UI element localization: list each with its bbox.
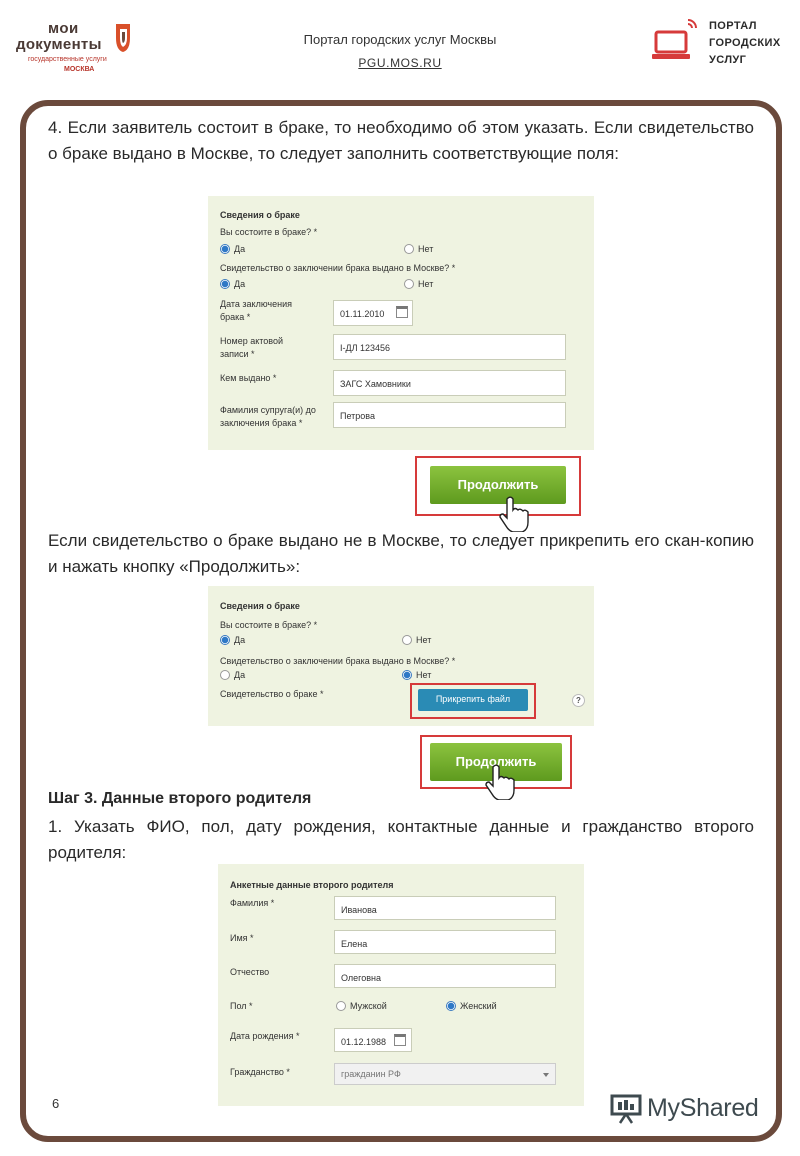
issued-by-label: Кем выдано * xyxy=(220,373,277,383)
second-parent-form xyxy=(218,864,584,1106)
marriage-date-label-line-1: Дата заключения xyxy=(220,299,292,309)
surname-value: Иванова xyxy=(341,905,377,915)
birth-date-label: Дата рождения * xyxy=(230,1031,300,1041)
citizenship-value: гражданин РФ xyxy=(341,1069,401,1079)
issued-by-input[interactable] xyxy=(333,370,566,396)
pgu-logo-text xyxy=(709,18,781,69)
pgu-logo-line-2: ГОРОДСКИХ xyxy=(709,37,781,49)
spouse-surname-input[interactable] xyxy=(333,402,566,428)
moi-dokumenty-logo xyxy=(14,16,139,80)
spouse-surname-value: Петрова xyxy=(340,411,375,421)
logo-emblem-icon xyxy=(110,20,136,56)
logo-line-3: государственные услуги xyxy=(28,56,107,63)
portal-title: Портал городских услуг Москвы xyxy=(303,32,497,47)
logo-line-1: мои xyxy=(48,20,79,37)
married-question-label: Вы состоите в браке? * xyxy=(220,620,318,630)
birth-date-value: 01.12.1988 xyxy=(341,1037,387,1047)
moscow-question-label: Свидетельство о заключении брака выдано в Москве? * xyxy=(220,263,456,273)
marriage-date-label-line-2: брака * xyxy=(220,312,251,322)
married-no-label: Нет xyxy=(416,635,432,645)
gender-male-label: Мужской xyxy=(350,1001,387,1011)
record-number-label-line-1: Номер актовой xyxy=(220,336,283,346)
married-no-label: Нет xyxy=(418,244,434,254)
watermark-text: MyShared xyxy=(647,1094,759,1122)
portal-url-link[interactable]: PGU.MOS.RU xyxy=(358,56,442,70)
calendar-icon[interactable] xyxy=(394,1034,406,1046)
pgu-logo-line-3: УСЛУГ xyxy=(709,54,747,66)
continue-button[interactable]: Продолжить xyxy=(430,466,566,504)
record-number-input[interactable] xyxy=(333,334,566,360)
pgu-logo-line-1: ПОРТАЛ xyxy=(709,20,757,32)
moscow-no-radio[interactable] xyxy=(402,670,412,680)
moscow-yes-label: Да xyxy=(234,670,246,680)
married-yes-label: Да xyxy=(234,635,246,645)
record-number-value: I-ДЛ 123456 xyxy=(340,343,391,353)
married-yes-radio[interactable] xyxy=(220,244,230,254)
gender-label: Пол * xyxy=(230,1001,253,1011)
spouse-surname-label-line-2: заключения брака * xyxy=(220,418,303,428)
moscow-yes-label: Да xyxy=(234,279,246,289)
gender-female-label: Женский xyxy=(460,1001,497,1011)
paragraph-second-parent: 1. Указать ФИО, пол, дату рождения, контактные данные и гражданство второго родителя: xyxy=(48,817,754,862)
spouse-surname-label xyxy=(220,404,316,430)
myshared-watermark xyxy=(610,1092,770,1128)
pgu-logo xyxy=(652,16,792,76)
help-icon[interactable]: ? xyxy=(572,694,585,707)
chevron-down-icon xyxy=(543,1073,549,1077)
page-number: 6 xyxy=(52,1096,60,1111)
married-yes-radio[interactable] xyxy=(220,635,230,645)
presentation-board-icon xyxy=(610,1092,644,1124)
record-number-label-line-2: записи * xyxy=(220,349,255,359)
page-header xyxy=(0,0,800,100)
moscow-yes-radio[interactable] xyxy=(220,670,230,680)
attach-file-button[interactable]: Прикрепить файл xyxy=(418,689,528,711)
citizenship-label: Гражданство * xyxy=(230,1067,290,1077)
marriage-form-moscow xyxy=(208,196,594,450)
continue-button[interactable]: Продолжить xyxy=(430,743,562,781)
marriage-date-label xyxy=(220,298,292,324)
record-number-label xyxy=(220,335,283,361)
certificate-label: Свидетельство о браке * xyxy=(220,689,324,699)
patronymic-value: Олеговна xyxy=(341,973,382,983)
spouse-surname-label-line-1: Фамилия супруга(и) до xyxy=(220,405,316,415)
issued-by-value: ЗАГС Хамовники xyxy=(340,379,411,389)
first-name-input[interactable] xyxy=(334,930,556,954)
gender-female-radio[interactable] xyxy=(446,1001,456,1011)
form-title: Сведения о браке xyxy=(220,210,300,220)
surname-input[interactable] xyxy=(334,896,556,920)
moscow-yes-radio[interactable] xyxy=(220,279,230,289)
moscow-no-label: Нет xyxy=(416,670,432,680)
portal-title-block xyxy=(250,32,550,70)
gender-male-radio[interactable] xyxy=(336,1001,346,1011)
moscow-no-radio[interactable] xyxy=(404,279,414,289)
married-no-radio[interactable] xyxy=(404,244,414,254)
moscow-no-label: Нет xyxy=(418,279,434,289)
married-no-radio[interactable] xyxy=(402,635,412,645)
logo-line-4: МОСКВА xyxy=(64,66,95,73)
hand-cursor-icon xyxy=(484,764,518,800)
patronymic-input[interactable] xyxy=(334,964,556,988)
first-name-value: Елена xyxy=(341,939,368,949)
marriage-date-value: 01.11.2010 xyxy=(340,309,385,319)
paragraph-married-in-moscow: 4. Если заявитель состоит в браке, то необходимо об этом указать. Если свидетельство о браке выдано в Москве, то следует заполнить соответствующие поля: xyxy=(48,118,754,163)
hand-cursor-icon xyxy=(498,496,532,532)
laptop-icon xyxy=(652,18,698,66)
married-yes-label: Да xyxy=(234,244,246,254)
logo-line-2: документы xyxy=(16,36,102,53)
surname-label: Фамилия * xyxy=(230,898,275,908)
moscow-question-label: Свидетельство о заключении брака выдано в Москве? * xyxy=(220,656,456,666)
step3-heading: Шаг 3. Данные второго родителя xyxy=(48,790,312,807)
citizenship-select[interactable] xyxy=(334,1063,556,1085)
form-title: Анкетные данные второго родителя xyxy=(230,880,394,890)
calendar-icon[interactable] xyxy=(396,306,408,318)
form-title: Сведения о браке xyxy=(220,601,300,611)
first-name-label: Имя * xyxy=(230,933,254,943)
marriage-form-other xyxy=(208,586,594,726)
married-question-label: Вы состоите в браке? * xyxy=(220,227,318,237)
paragraph-married-outside-moscow: Если свидетельство о браке выдано не в Москве, то следует прикрепить его скан-копию и нажать кнопку «Продолжить»: xyxy=(48,531,754,576)
patronymic-label: Отчество xyxy=(230,967,270,977)
